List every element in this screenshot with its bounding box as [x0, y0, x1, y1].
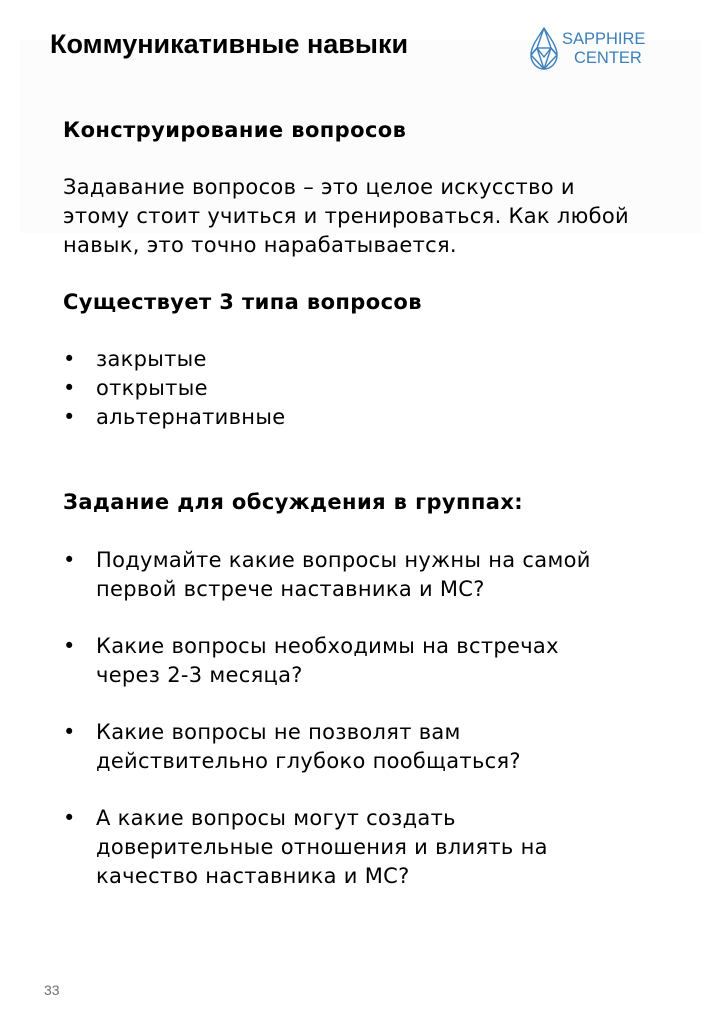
list-item-line: А какие вопросы могут создать: [96, 806, 456, 830]
section-heading-questions: Конструирование вопросов: [63, 118, 407, 142]
list-item: [63, 804, 591, 891]
bullet: •: [63, 634, 76, 658]
page-number: 33: [44, 982, 60, 998]
page-title: Коммуникативные навыки: [50, 29, 409, 59]
list-item-line: Подумайте какие вопросы нужны на самой: [96, 548, 591, 572]
logo-line-1: SAPPHIRE: [562, 30, 646, 48]
bullet: •: [63, 405, 76, 429]
section-heading-types: Существует 3 типа вопросов: [63, 290, 422, 314]
list-item-line: через 2-3 месяца?: [96, 663, 303, 687]
sapphire-gem-icon: [528, 26, 560, 72]
logo-line-2: CENTER: [574, 49, 642, 67]
list-item: [63, 546, 591, 604]
discussion-task-list: [63, 546, 591, 891]
bullet: •: [63, 806, 76, 830]
list-item-text: альтернативные: [96, 405, 286, 429]
paragraph-line: навык, это точно нарабатывается.: [63, 233, 457, 257]
sapphire-center-logo: [528, 24, 668, 74]
list-item: [63, 345, 285, 374]
list-item-line: доверительные отношения и влиять на: [96, 835, 548, 859]
list-item: [63, 374, 285, 403]
paragraph-line: этому стоит учиться и тренироваться. Как любой: [63, 204, 629, 228]
bullet: •: [63, 347, 76, 371]
bullet: •: [63, 376, 76, 400]
bullet: •: [63, 548, 76, 572]
bullet: •: [63, 720, 76, 744]
list-item-text: закрытые: [96, 347, 207, 371]
list-item-line: действительно глубоко пообщаться?: [96, 749, 521, 773]
paragraph-line: Задавание вопросов – это целое искусство и: [63, 175, 575, 199]
list-item-line: качество наставника и МС?: [96, 864, 410, 888]
list-item-line: Какие вопросы необходимы на встречах: [96, 634, 559, 658]
question-types-list: [63, 345, 285, 432]
intro-paragraph: [63, 173, 629, 260]
list-item-line: Какие вопросы не позволят вам: [96, 720, 461, 744]
logo-text: [562, 30, 645, 68]
section-heading-task: Задание для обсуждения в группах:: [63, 490, 524, 514]
list-item: [63, 632, 591, 690]
list-item-text: открытые: [96, 376, 208, 400]
list-item: [63, 403, 285, 432]
list-item-line: первой встрече наставника и МС?: [96, 577, 485, 601]
list-item: [63, 718, 591, 776]
